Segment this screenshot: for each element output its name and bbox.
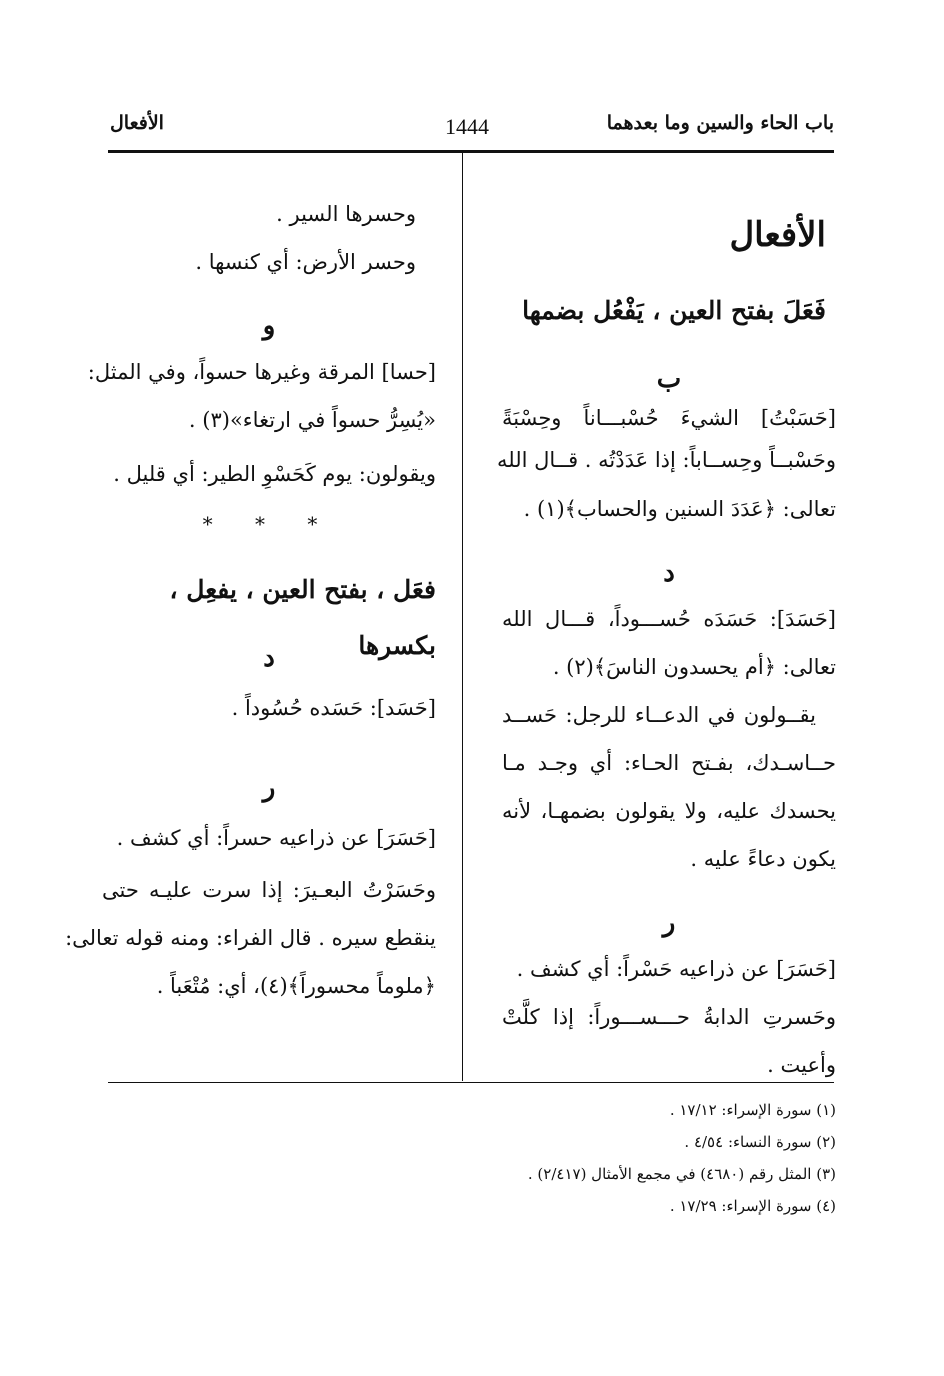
left-column — [65, 190, 436, 1010]
entry-line: تعالى: ﴿عَدَدَ السنين والحساب﴾(١) . — [523, 497, 836, 521]
letter-heading-b: ب — [656, 364, 682, 394]
letter-heading-r: ر — [662, 908, 676, 938]
header-rule — [108, 150, 834, 153]
footnotes — [110, 1094, 836, 1222]
entry-line: [حسا] المرقة وغيرها حسواً، وفي المثل: — [87, 360, 436, 384]
entry-line: ويقولون: يوم كَحَسْوِ الطير: أي قليل . — [113, 462, 436, 486]
entry-line: [حَسَرَ] عن ذراعيه حسراً: أي كشف . — [116, 826, 436, 850]
entry-line: وحَسَرْتُ البعـيرَ: إذا سرت عليـه حتى — [102, 878, 436, 902]
entry-line: وأعيت . — [767, 1053, 836, 1077]
entry-line: وحَسْبــاً وحِســاباً: إذا عَدَدْتُه . قــال الله — [497, 448, 836, 472]
entry-line: «يُسِرُّ حسواً في ارتغاء»(٣) . — [188, 408, 436, 432]
pattern-title: فعَل ، بفتح العين ، يفعِل ، بكسرها — [169, 575, 436, 660]
entry-line: يحسدك عليه، ولا يقولون بضمهـا، لأنه — [502, 799, 836, 823]
entry-line: وحَسرتِ الدابةُ حـــســـوراً: إذا كلَّتْ — [502, 1005, 836, 1029]
entry-line: وحسر الأرض: أي كنسها . — [195, 250, 416, 274]
entry-line: تعالى: ﴿أم يحسدون الناسَ﴾(٢) . — [552, 655, 836, 679]
footnote: (٢) سورة النساء: ٤/٥٤ . — [684, 1133, 836, 1151]
footnote: (٤) سورة الإسراء: ١٧/٢٩ . — [669, 1197, 836, 1215]
entry-line: حــاسـدك، بفـتح الحـاء: أي وجـد مـا — [502, 751, 836, 775]
section-separator-stars: * * * — [202, 512, 336, 536]
entry-line: [حَسَدَ]: حَسَدَه حُســـوداً، قـــال الله — [502, 607, 836, 631]
entry-line: يقــولون في الدعــاء للرجل: حَســد — [502, 703, 816, 727]
letter-heading-d: د — [663, 558, 675, 588]
running-head-chapter: باب الحاء والسين وما بعدهما — [606, 112, 834, 134]
running-head-section: الأفعال — [110, 112, 164, 134]
right-column — [497, 205, 836, 1089]
section-title: الأفعال — [729, 215, 826, 255]
letter-heading-d: د — [263, 643, 275, 673]
entry-line: ينقطع سيره . قال الفراء: ومنه قوله تعالى: — [65, 926, 436, 950]
entry-line: [حَسَبْتُ] الشيءَ حُسْبـــاناً وحِسْبَةً — [502, 406, 836, 430]
footnote: (١) سورة الإسراء: ١٧/١٢ . — [669, 1101, 836, 1119]
entry-line: [حَسَد]: حَسَده حُسُوداً . — [231, 696, 436, 720]
entry-line: ﴿ملوماً محسوراً﴾(٤)، أي: مُتْعَباً . — [156, 974, 436, 998]
entry-line: يكون دعاءً عليه . — [690, 847, 836, 871]
footnote: (٣) المثل رقم (٤٦٨٠) في مجمع الأمثال (٢/٤١٧) . — [527, 1165, 836, 1183]
column-divider — [462, 153, 463, 1081]
letter-heading-r: ر — [262, 773, 276, 803]
entry-line: وحسرها السير . — [276, 202, 416, 226]
entry-line: [حَسَرَ] عن ذراعيه حَسْراً: أي كشف . — [516, 957, 836, 981]
letter-heading-w: و — [262, 311, 276, 341]
footnote-rule — [108, 1082, 834, 1083]
page-number: 1444 — [445, 114, 489, 139]
pattern-title: فَعَلَ بفتح العين ، يَفْعُل بضمها — [522, 296, 826, 325]
